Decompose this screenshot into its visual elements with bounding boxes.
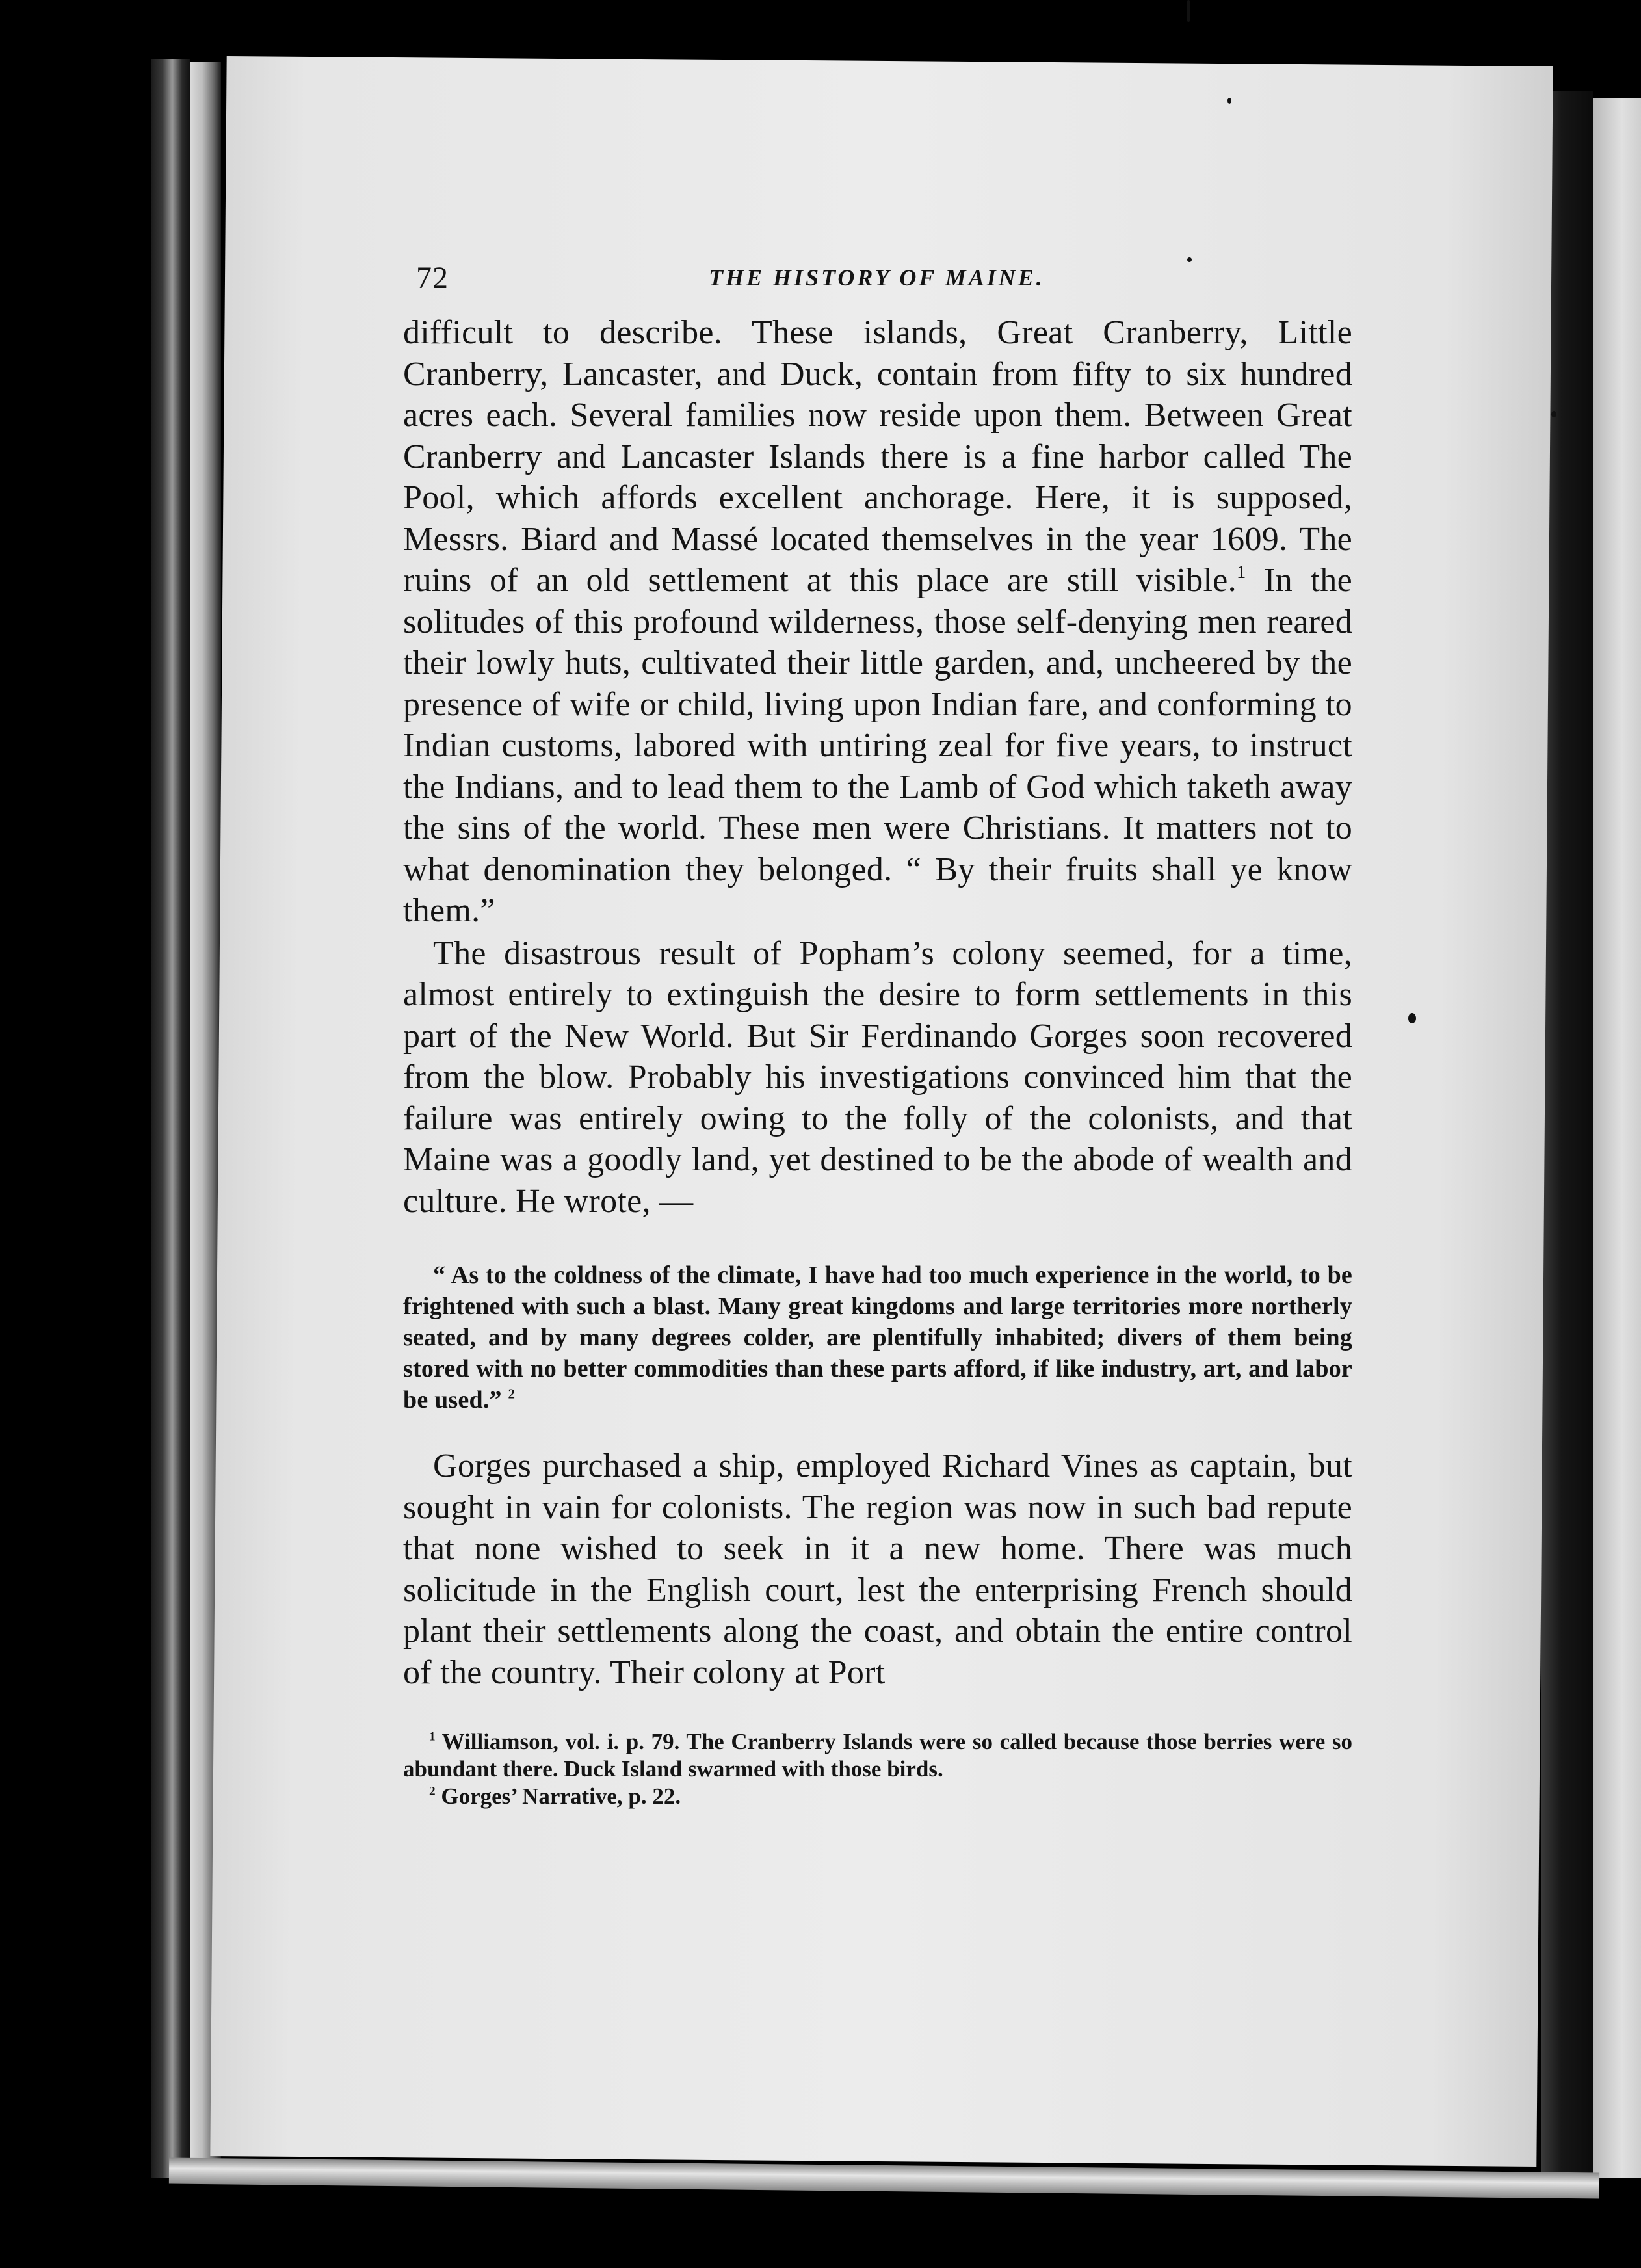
page-text-block	[403, 260, 1352, 1810]
facing-page-edge	[1593, 98, 1641, 2178]
paragraph-1-continued: In the solitudes of this profound wilderness, those self-denying men reared their lowly huts, cultivated their little garden, and, uncheered by the presence of wife or child, living upon Indian fare, and conforming to Indian customs, labored with untiring zeal for five years, to instruct the Indians, and to lead them to the Lamb of God which taketh away the sins of the world. These men were Christians. It matters not to what denomination they belonged. “ By their fruits shall ye know them.”	[403, 562, 1352, 929]
block-quote-text: “ As to the coldness of the climate, I have had too much experience in the world, to be frightened with such a blast. Many great kingdoms and large territories more northerly seated, and by many degrees colder, are plentifully inhabited; divers of them being stored with no better commodities than these parts afford, if like industry, art, and labor be used.”	[403, 1261, 1352, 1414]
block-quote	[403, 1259, 1352, 1416]
paragraph-3: Gorges purchased a ship, employed Richard Vines as captain, but sought in vain for colonists. The region was now in such bad repute that none wished to seek in it a new home. There was much solicitude in the English court, lest the enterprising French should plant their settlements along the coast, and obtain the entire control of the country. Their colony at Port	[403, 1447, 1352, 1691]
footnotes	[403, 1728, 1352, 1810]
paragraph-2: The disastrous result of Popham’s colony seemed, for a time, almost entirely to extinguish the desire to form settlements in this part of the New World. But Sir Ferdinando Gorges soon recovered from the blow. Probably his investigations convinced him that the failure was entirely owing to the folly of the colonists, and that Maine was a goodly land, yet destined to be the abode of wealth and culture. He wrote, —	[403, 934, 1352, 1220]
footnote-marker: 1	[429, 1730, 436, 1744]
scan-speck	[1187, 257, 1192, 262]
book-binding-edge	[151, 59, 190, 2178]
page-number: 72	[416, 261, 449, 295]
scan-speck	[1187, 0, 1190, 22]
scan-speck	[1227, 98, 1231, 104]
running-title: THE HISTORY OF MAINE.	[709, 265, 1045, 291]
footnote-marker: 2	[429, 1784, 436, 1799]
paragraph-1	[403, 312, 1352, 932]
footnote-1	[403, 1728, 1352, 1783]
footnote-text: Williamson, vol. i. p. 79. The Cranberry Islands were so called because those berries were so abundant there. Duck Island swarmed with those birds.	[403, 1729, 1353, 1782]
page-header	[403, 260, 1352, 312]
footnote-ref-1: 1	[1236, 562, 1246, 583]
scan-speck	[1408, 1013, 1416, 1023]
footnote-ref-2: 2	[508, 1386, 516, 1402]
footnote-text: Gorges’ Narrative, p. 22.	[441, 1784, 681, 1809]
paragraph-1-text: difficult to describe. These islands, Great Cranberry, Little Cranberry, Lancaster, and Duck, contain from fifty to six hundred acres each. Several families now reside upon them. Between Great Cranberry and Lancaster Islands there is a fine harbor called The Pool, which affords excellent anchorage. Here, it is supposed, Messrs. Biard and Massé located themselves in the year 1609. The ruins of an old settlement at this place are still visible.	[403, 314, 1352, 599]
scan-speck	[1551, 411, 1556, 417]
footnote-2	[403, 1783, 1352, 1810]
